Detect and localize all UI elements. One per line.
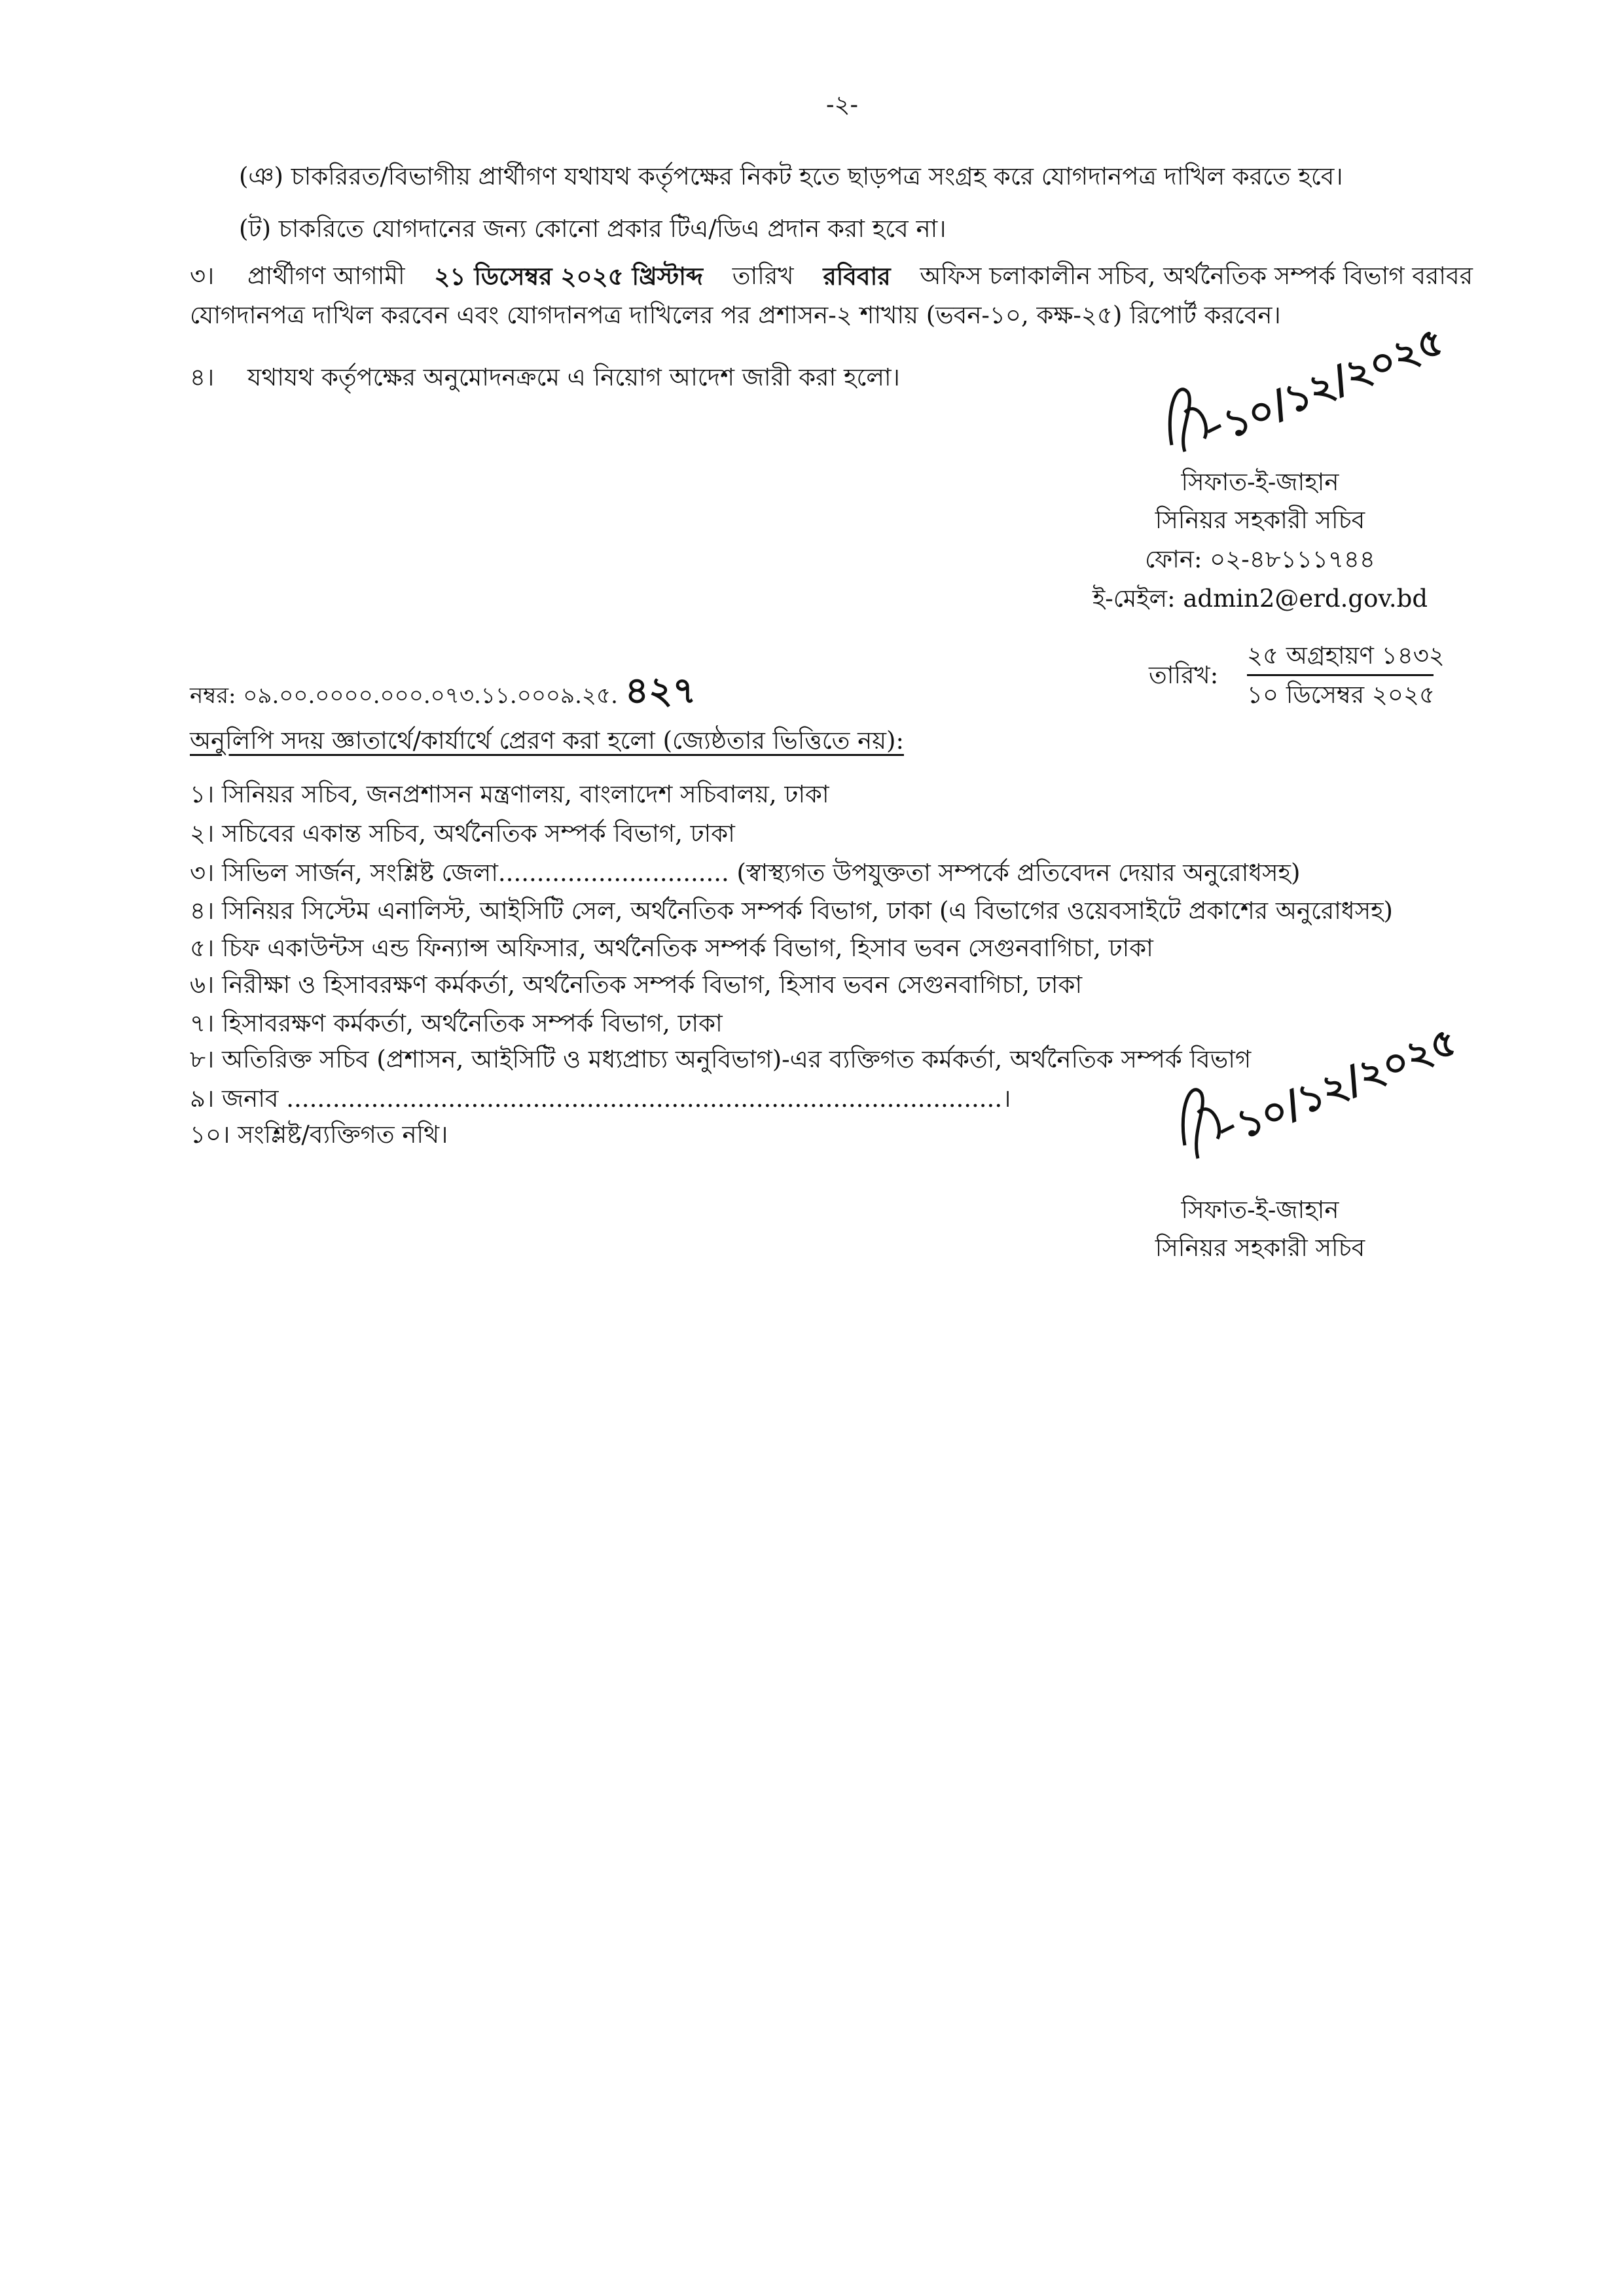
item-number: ১। [190,780,215,808]
signatory-email: ই-মেইল: admin2@erd.gov.bd [1092,584,1428,613]
list-item [190,934,1153,963]
item-number: ৩। [190,859,215,887]
item-text: সিনিয়র সিস্টেম এনালিস্ট, আইসিটি সেল, অর্থনৈতিক সম্পর্ক বিভাগ, ঢাকা (এ বিভাগের ওয়েবসাইটে প্রকাশের অনুরোধসহ) [222,897,1393,925]
item-text: হিসাবরক্ষণ কর্মকর্তা, অর্থনৈতিক সম্পর্ক বিভাগ, ঢাকা [222,1009,723,1037]
clause-ta: (ট) চাকরিতে যোগদানের জন্য কোনো প্রকার টিএ/ডিএ প্রদান করা হবে না। [239,215,947,243]
date-label: তারিখ: [1149,661,1219,689]
list-item [190,1009,723,1038]
clause-nya: (ঞ) চাকরিরত/বিভাগীয় প্রার্থীগণ যথাযথ কর্তৃপক্ষের নিকট হতে ছাড়পত্র সংগ্রহ করে যোগদানপত্র দাখিল করতে হবে। [239,162,1343,190]
item-text: সংশ্লিষ্ট/ব্যক্তিগত নথি। [238,1121,448,1149]
list-item [190,897,1393,925]
para3-date: ২১ ডিসেম্বর ২০২৫ খ্রিস্টাব্দ [434,262,703,291]
item-number: ৮। [190,1045,215,1073]
list-item [190,859,1300,888]
memo-number-label: নম্বর: ০৯.০০.০০০০.০০০.০৭৩.১১.০০০৯.২৫. [190,683,618,709]
signatory-phone: ফোন: ০২-৪৮১১১৭৪৪ [1145,545,1375,573]
item-text: সিনিয়র সচিব, জনপ্রশাসন মন্ত্রণালয়, বাংলাদেশ সচিবালয়, ঢাকা [222,780,829,808]
signature-2-date: ১০/১২/২০২৫ [1230,1018,1464,1148]
list-item [190,1085,1011,1113]
copy-heading: অনুলিপি সদয় জ্ঞাতার্থে/কার্যার্থে প্রেরণ করা হলো (জ্যেষ্ঠতার ভিত্তিতে নয়): [190,726,904,755]
signatory-designation: সিনিয়র সহকারী সচিব [1155,506,1365,534]
para3-mid: তারিখ [732,262,794,290]
list-item [190,780,829,809]
memo-number [190,669,696,713]
item-number: ৯। [190,1085,215,1113]
page-number: -২- [826,90,859,118]
para3-line1 [247,262,1473,291]
item-number: ৪। [190,897,215,925]
signature-1 [1159,317,1451,465]
item-text: চিফ একাউন্টস এন্ড ফিন্যান্স অফিসার, অর্থনৈতিক সম্পর্ক বিভাগ, হিসাব ভবন সেগুনবাগিচা, ঢাকা [222,934,1153,962]
item-number: ১০। [190,1121,230,1149]
memo-number-handwritten: ৪২৭ [624,670,696,712]
item-text: জনাব .............................................................................................। [222,1085,1011,1113]
date-english: ১০ ডিসেম্বর ২০২৫ [1247,681,1435,709]
date-bangla: ২৫ অগ্রহায়ণ ১৪৩২ [1247,641,1434,676]
item-text: অতিরিক্ত সচিব (প্রশাসন, আইসিটি ও মধ্যপ্রাচ্য অনুবিভাগ)-এর ব্যক্তিগত কর্মকর্তা, অর্থনৈতিক সম্পর্ক বিভাগ [222,1045,1252,1073]
list-item [190,1045,1251,1074]
copy-signatory-designation: সিনিয়র সহকারী সচিব [1155,1234,1365,1262]
para4-number: ৪। [190,363,215,391]
para3-line2: যোগদানপত্র দাখিল করবেন এবং যোগদানপত্র দাখিলের পর প্রশাসন-২ শাখায় (ভবন-১০, কক্ষ-২৫) রিপোর্ট করবেন। [190,301,1281,329]
item-number: ৬। [190,971,215,999]
list-item [190,819,735,848]
item-text: নিরীক্ষা ও হিসাবরক্ষণ কর্মকর্তা, অর্থনৈতিক সম্পর্ক বিভাগ, হিসাব ভবন সেগুনবাগিচা, ঢাকা [222,971,1083,999]
item-text: সচিবের একান্ত সচিব, অর্থনৈতিক সম্পর্ক বিভাগ, ঢাকা [222,819,735,848]
para3-number: ৩। [190,262,215,290]
signatory-name: সিফাত-ই-জাহান [1181,468,1339,496]
list-item [190,971,1082,999]
para3-pre: প্রার্থীগণ আগামী [247,262,405,290]
list-item [190,1121,448,1149]
para4-text: যথাযথ কর্তৃপক্ষের অনুমোদনক্রমে এ নিয়োগ আদেশ জারী করা হলো। [247,363,900,391]
para3-day: রবিবার [823,262,891,291]
item-number: ৫। [190,934,215,962]
signature-2 [1172,1018,1464,1172]
copy-signatory-name: সিফাত-ই-জাহান [1181,1196,1339,1224]
item-number: ৭। [190,1009,215,1037]
para3-post: অফিস চলাকালীন সচিব, অর্থনৈতিক সম্পর্ক বিভাগ বরাবর [920,262,1473,290]
item-number: ২। [190,819,215,848]
item-text: সিভিল সার্জন, সংশ্লিষ্ট জেলা.............................. (স্বাস্থ্যগত উপযুক্ততা সম্পর্কে প্রতিবেদন দেয়ার অনুরোধসহ) [222,859,1301,887]
signature-1-date: ১০/১২/২০২৫ [1217,317,1451,448]
